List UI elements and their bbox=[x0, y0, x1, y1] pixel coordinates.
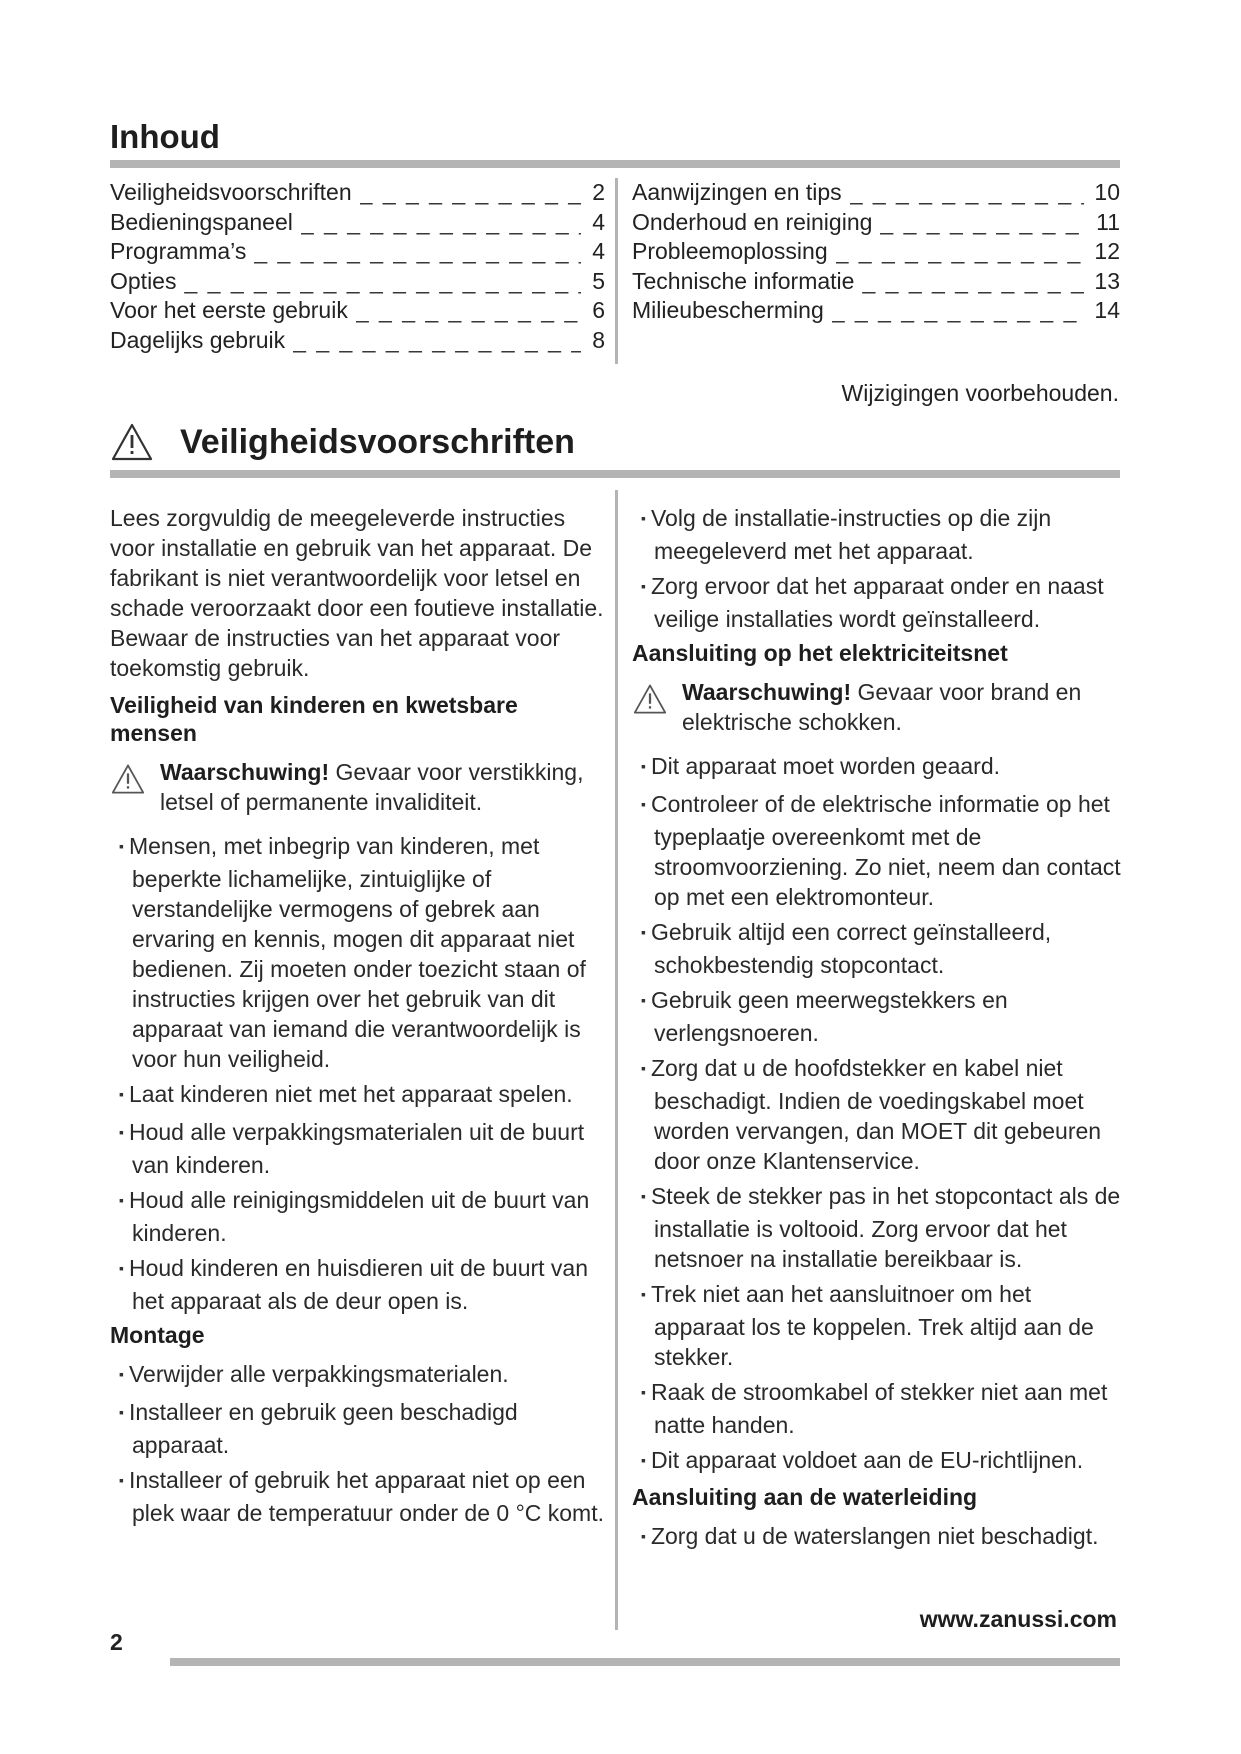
montage-heading: Montage bbox=[110, 1322, 205, 1348]
warning-label: Waarschuwing! bbox=[682, 679, 852, 705]
safety-title: Veiligheidsvoorschriften bbox=[180, 422, 575, 461]
montage-list-right bbox=[632, 503, 1122, 634]
list-item: ▪ Installeer en gebruik geen beschadigd apparaat. bbox=[110, 1397, 607, 1460]
footer-rule bbox=[170, 1658, 1120, 1666]
toc-entry[interactable]: Veiligheidsvoorschriften _ _ _ 2 bbox=[110, 178, 605, 208]
list-item: ▪ Gebruik geen meerwegstekkers en verlengsnoeren. bbox=[632, 985, 1122, 1048]
page-number: 2 bbox=[110, 1629, 123, 1655]
list-item: ▪ Steek de stekker pas in het stopcontact als de installatie is voltooid. Zorg ervoor dat het netsnoer na installatie bereikbaar is. bbox=[632, 1181, 1122, 1274]
children-warning bbox=[110, 757, 607, 817]
toc-right-column bbox=[632, 178, 1120, 326]
toc-title-rule bbox=[110, 160, 1120, 168]
children-heading: Veiligheid van kinderen en kwetsbare mensen bbox=[110, 692, 518, 746]
warning-triangle-icon bbox=[110, 763, 146, 795]
toc-column-divider bbox=[615, 178, 618, 364]
children-list bbox=[110, 831, 607, 1316]
toc-title: Inhoud bbox=[110, 118, 220, 155]
body-left-column bbox=[110, 503, 607, 1533]
list-item: ▪ Dit apparaat voldoet aan de EU-richtlijnen. bbox=[632, 1445, 1122, 1478]
water-heading: Aansluiting aan de waterleiding bbox=[632, 1484, 978, 1510]
list-item: ▪ Houd alle verpakkingsmaterialen uit de buurt van kinderen. bbox=[110, 1117, 607, 1180]
list-item: ▪ Zorg ervoor dat het apparaat onder en naast veilige installaties wordt geïnstalleerd. bbox=[632, 571, 1122, 634]
electric-warning bbox=[632, 677, 1122, 737]
warning-triangle-icon bbox=[110, 422, 154, 462]
safety-section-header bbox=[110, 422, 575, 462]
list-item: ▪ Mensen, met inbegrip van kinderen, met beperkte lichamelijke, zintuiglijke of verstandelijke vermogens of gebrek aan ervaring en kennis, mogen dit apparaat niet bedienen. Zij moeten onder toezicht staan of instructies krijgen over het gebruik van dit apparaat van iemand die verantwoordelijk is voor hun veiligheid. bbox=[110, 831, 607, 1074]
toc-entry[interactable]: Voor het eerste gebruik _ _ _ 6 bbox=[110, 296, 605, 326]
list-item: ▪ Raak de stroomkabel of stekker niet aan met natte handen. bbox=[632, 1377, 1122, 1440]
toc-left-column bbox=[110, 178, 605, 355]
body-right-column bbox=[632, 503, 1122, 1559]
website-link[interactable]: www.zanussi.com bbox=[919, 1606, 1117, 1632]
toc-entry[interactable]: Programma’s _ _ _ 4 bbox=[110, 237, 605, 267]
toc-entry[interactable]: Milieubescherming _ _ _ 14 bbox=[632, 296, 1120, 326]
toc-entry[interactable]: Probleemoplossing _ _ _ 12 bbox=[632, 237, 1120, 267]
toc-entry[interactable]: Aanwijzingen en tips _ _ _ 10 bbox=[632, 178, 1120, 208]
body-column-divider bbox=[615, 490, 618, 1630]
list-item: ▪ Gebruik altijd een correct geïnstalleerd, schokbestendig stopcontact. bbox=[632, 917, 1122, 980]
warning-text: Gevaar voor verstikking, letsel of permanente invaliditeit. bbox=[160, 759, 584, 815]
toc-entry[interactable]: Onderhoud en reiniging _ _ _ 11 bbox=[632, 208, 1120, 238]
toc-entry[interactable]: Opties _ _ _ 5 bbox=[110, 267, 605, 297]
list-item: ▪ Zorg dat u de hoofdstekker en kabel niet beschadigt. Indien de voedingskabel moet worden vervangen, dan MOET dit gebeuren door onze Klantenservice. bbox=[632, 1053, 1122, 1176]
toc-entry[interactable]: Dagelijks gebruik _ _ _ 8 bbox=[110, 326, 605, 356]
electric-heading: Aansluiting op het elektriciteitsnet bbox=[632, 640, 1008, 666]
toc-entry[interactable]: Technische informatie _ _ _ 13 bbox=[632, 267, 1120, 297]
list-item: ▪ Zorg dat u de waterslangen niet beschadigt. bbox=[632, 1521, 1122, 1554]
warning-triangle-icon bbox=[632, 683, 668, 715]
water-list bbox=[632, 1521, 1122, 1554]
safety-intro: Lees zorgvuldig de meegeleverde instructies voor installatie en gebruik van het apparaat. De fabrikant is niet verantwoordelijk voor letsel en schade veroorzaakt door een foutieve installatie. Bewaar de instructies van het apparaat voor toekomstig gebruik. bbox=[110, 505, 604, 681]
list-item: ▪ Houd kinderen en huisdieren uit de buurt van het apparaat als de deur open is. bbox=[110, 1253, 607, 1316]
list-item: ▪ Installeer of gebruik het apparaat niet op een plek waar de temperatuur onder de 0 °C komt. bbox=[110, 1465, 607, 1528]
list-item: ▪ Laat kinderen niet met het apparaat spelen. bbox=[110, 1079, 607, 1112]
warning-label: Waarschuwing! bbox=[160, 759, 330, 785]
list-item: ▪ Trek niet aan het aansluitnoer om het apparaat los te koppelen. Trek altijd aan de stekker. bbox=[632, 1279, 1122, 1372]
list-item: ▪ Houd alle reinigingsmiddelen uit de buurt van kinderen. bbox=[110, 1185, 607, 1248]
safety-title-rule bbox=[110, 470, 1120, 478]
toc-entry[interactable]: Bedieningspaneel _ _ _ 4 bbox=[110, 208, 605, 238]
list-item: ▪ Volg de installatie-instructies op die zijn meegeleverd met het apparaat. bbox=[632, 503, 1122, 566]
changes-note: Wijzigingen voorbehouden. bbox=[841, 380, 1119, 406]
list-item: ▪ Dit apparaat moet worden geaard. bbox=[632, 751, 1122, 784]
list-item: ▪ Verwijder alle verpakkingsmaterialen. bbox=[110, 1359, 607, 1392]
warning-text: Gevaar voor brand en elektrische schokken. bbox=[682, 679, 1082, 735]
list-item: ▪ Controleer of de elektrische informatie op het typeplaatje overeenkomt met de stroomvoorziening. Zo niet, neem dan contact op met een elektromonteur. bbox=[632, 789, 1122, 912]
electric-list bbox=[632, 751, 1122, 1478]
montage-list-left bbox=[110, 1359, 607, 1528]
